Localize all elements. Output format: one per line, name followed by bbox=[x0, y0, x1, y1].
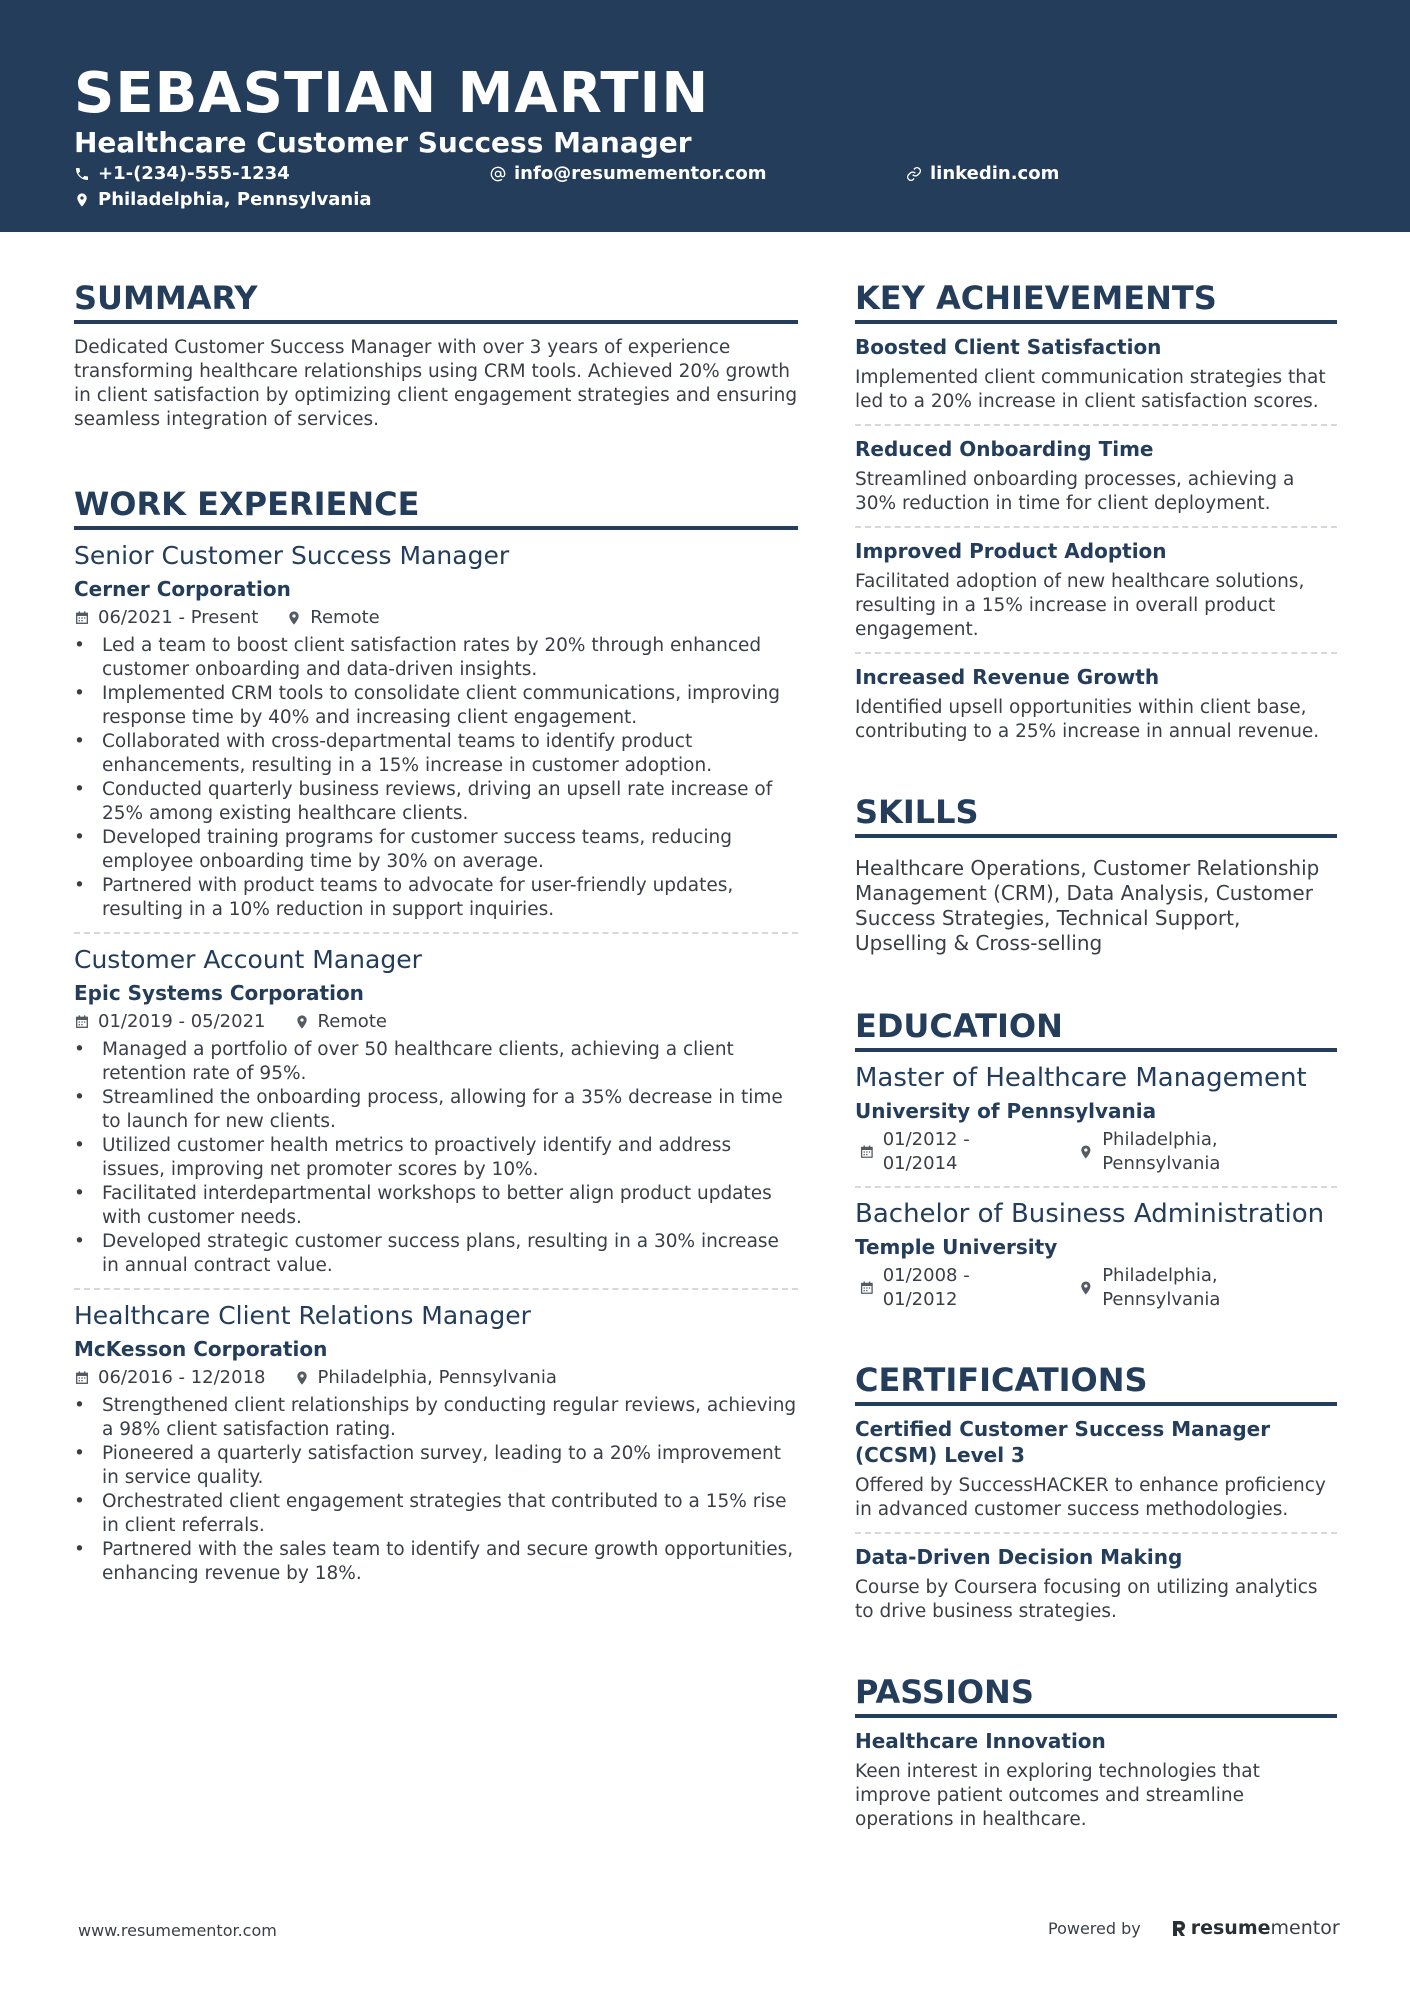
contact-location bbox=[74, 188, 372, 212]
job-bullet: • Conducted quarterly business reviews, driving an upsell rate increase of 25% among existing healthcare clients. bbox=[74, 778, 798, 826]
location-pin-icon bbox=[294, 1014, 310, 1030]
certifications-section bbox=[855, 1360, 1337, 1634]
achievement-title: Boosted Client Satisfaction bbox=[855, 335, 1162, 359]
job-meta bbox=[74, 1010, 798, 1034]
company-name: McKesson Corporation bbox=[74, 1337, 328, 1361]
phone-text: +1-(234)-555-1234 bbox=[98, 163, 290, 184]
brand-logo[interactable] bbox=[1171, 1917, 1340, 1939]
link-icon bbox=[906, 166, 922, 182]
achievement-title: Improved Product Adoption bbox=[855, 539, 1167, 563]
certification-item bbox=[855, 1534, 1337, 1634]
key-achievements-heading: KEY ACHIEVEMENTS bbox=[855, 278, 1337, 324]
certification-item bbox=[855, 1406, 1337, 1534]
school-name: University of Pennsylvania bbox=[855, 1099, 1157, 1123]
job-dates: 01/2019 - 05/2021 bbox=[98, 1011, 266, 1032]
summary-text: Dedicated Customer Success Manager with over 3 years of experience transforming healthcare relationships using CRM tools. Achieved 20% growth in client satisfaction by optimizing client engagement strategies and ensuring seamless integration of services. bbox=[74, 337, 798, 430]
achievement-desc: Implemented client communication strategies that led to a 20% increase in client satisfaction scores. bbox=[855, 367, 1326, 412]
job-bullet: • Implemented CRM tools to consolidate client communications, improving response time by 40% and increasing client engagement. bbox=[74, 682, 798, 730]
company-name: Epic Systems Corporation bbox=[74, 981, 364, 1005]
work-experience-heading: WORK EXPERIENCE bbox=[74, 484, 798, 530]
education-meta bbox=[855, 1264, 1337, 1312]
at-icon bbox=[490, 166, 506, 182]
location-pin-icon bbox=[1078, 1144, 1094, 1160]
calendar-icon bbox=[74, 610, 90, 626]
certification-title: Certified Customer Success Manager (CCSM) Level 3 bbox=[855, 1417, 1271, 1467]
passions-heading: PASSIONS bbox=[855, 1672, 1337, 1718]
job-location: Philadelphia, Pennsylvania bbox=[317, 1367, 557, 1388]
job-bullet: • Partnered with the sales team to identify and secure growth opportunities, enhancing revenue by 18%. bbox=[74, 1538, 798, 1586]
candidate-title: Healthcare Customer Success Manager bbox=[74, 126, 692, 159]
degree-title: Master of Healthcare Management bbox=[855, 1063, 1307, 1093]
calendar-icon bbox=[74, 1014, 90, 1030]
education-meta bbox=[855, 1128, 1337, 1176]
work-experience-section bbox=[74, 484, 798, 1596]
certifications-heading: CERTIFICATIONS bbox=[855, 1360, 1337, 1406]
job-bullet: • Strengthened client relationships by conducting regular reviews, achieving a 98% client satisfaction rating. bbox=[74, 1394, 798, 1442]
certification-title: Data-Driven Decision Making bbox=[855, 1545, 1183, 1569]
job-bullet: • Utilized customer health metrics to proactively identify and address issues, improving net promoter scores by 10%. bbox=[74, 1134, 798, 1182]
achievement-item bbox=[855, 426, 1337, 528]
job-bullet: • Pioneered a quarterly satisfaction survey, leading to a 20% improvement in service quality. bbox=[74, 1442, 798, 1490]
candidate-name: SEBASTIAN MARTIN bbox=[74, 61, 710, 126]
education-section bbox=[855, 1006, 1337, 1322]
job-title: Senior Customer Success Manager bbox=[74, 541, 510, 570]
job-bullet: • Orchestrated client engagement strategies that contributed to a 15% rise in client referrals. bbox=[74, 1490, 798, 1538]
skills-text: Healthcare Operations, Customer Relationship Management (CRM), Data Analysis, Customer Success Strategies, Technical Support, Upselling & Cross-selling bbox=[855, 856, 1320, 955]
email-text: info@resumementor.com bbox=[514, 163, 767, 184]
education-item bbox=[855, 1052, 1337, 1188]
school-name: Temple University bbox=[855, 1235, 1058, 1259]
achievement-item bbox=[855, 654, 1337, 754]
phone-icon bbox=[74, 166, 90, 182]
job-bullets bbox=[74, 634, 798, 922]
skills-section bbox=[855, 792, 1337, 956]
achievement-item bbox=[855, 528, 1337, 654]
education-heading: EDUCATION bbox=[855, 1006, 1337, 1052]
job-dates: 06/2016 - 12/2018 bbox=[98, 1367, 266, 1388]
job-bullet: • Managed a portfolio of over 50 healthcare clients, achieving a client retention rate of 95%. bbox=[74, 1038, 798, 1086]
location-pin-icon bbox=[294, 1370, 310, 1386]
calendar-icon bbox=[74, 1370, 90, 1386]
passion-title: Healthcare Innovation bbox=[855, 1729, 1106, 1753]
certification-desc: Offered by SuccessHACKER to enhance proficiency in advanced customer success methodologies. bbox=[855, 1475, 1326, 1520]
passion-desc: Keen interest in exploring technologies that improve patient outcomes and streamline operations in healthcare. bbox=[855, 1761, 1260, 1830]
degree-title: Bachelor of Business Administration bbox=[855, 1199, 1325, 1229]
job-bullet: • Facilitated interdepartmental workshops to better align product updates with customer needs. bbox=[74, 1182, 798, 1230]
summary-section bbox=[74, 278, 798, 432]
job-title: Healthcare Client Relations Manager bbox=[74, 1301, 531, 1330]
right-column bbox=[855, 278, 1337, 1884]
achievement-title: Reduced Onboarding Time bbox=[855, 437, 1154, 461]
contact-email[interactable] bbox=[490, 162, 766, 186]
location-pin-icon bbox=[286, 610, 302, 626]
job-meta bbox=[74, 1366, 798, 1390]
resume-header bbox=[0, 0, 1410, 232]
brand-bold-text: resume bbox=[1190, 1917, 1271, 1939]
passion-item bbox=[855, 1718, 1337, 1842]
linkedin-text: linkedin.com bbox=[930, 163, 1060, 184]
location-pin-icon bbox=[74, 192, 90, 208]
calendar-icon bbox=[859, 1280, 875, 1296]
job-bullet: • Developed training programs for customer success teams, reducing employee onboarding time by 30% on average. bbox=[74, 826, 798, 874]
resumementor-logo-icon bbox=[1171, 1919, 1187, 1937]
job-bullet: • Streamlined the onboarding process, allowing for a 35% decrease in time to launch for new clients. bbox=[74, 1086, 798, 1134]
summary-heading: SUMMARY bbox=[74, 278, 798, 324]
job-dates: 06/2021 - Present bbox=[98, 607, 259, 628]
job-entry bbox=[74, 540, 798, 934]
job-bullet: • Partnered with product teams to advocate for user-friendly updates, resulting in a 10% reduction in support inquiries. bbox=[74, 874, 798, 922]
education-item bbox=[855, 1188, 1337, 1322]
location-pin-icon bbox=[1078, 1280, 1094, 1296]
job-entry bbox=[74, 1300, 798, 1596]
job-entry bbox=[74, 944, 798, 1290]
job-location: Remote bbox=[310, 607, 380, 628]
key-achievements-section bbox=[855, 278, 1337, 754]
company-name: Cerner Corporation bbox=[74, 577, 291, 601]
job-title: Customer Account Manager bbox=[74, 945, 422, 974]
calendar-icon bbox=[859, 1144, 875, 1160]
certification-desc: Course by Coursera focusing on utilizing analytics to drive business strategies. bbox=[855, 1577, 1318, 1622]
powered-by-text: Powered by bbox=[1048, 1918, 1141, 1938]
achievement-item bbox=[855, 324, 1337, 426]
footer-branding bbox=[1048, 1917, 1340, 1939]
job-bullets bbox=[74, 1394, 798, 1586]
job-bullet: • Led a team to boost client satisfaction rates by 20% through enhanced customer onboarding and data-driven insights. bbox=[74, 634, 798, 682]
brand-light-text: mentor bbox=[1270, 1917, 1340, 1939]
contact-phone[interactable] bbox=[74, 162, 290, 186]
achievement-desc: Facilitated adoption of new healthcare solutions, resulting in a 15% increase in overall product engagement. bbox=[855, 571, 1305, 640]
job-bullet: • Collaborated with cross-departmental teams to identify product enhancements, resulting in a 15% increase in customer adoption. bbox=[74, 730, 798, 778]
passions-section bbox=[855, 1672, 1337, 1842]
education-location: Philadelphia, Pennsylvania bbox=[1102, 1265, 1221, 1310]
education-location: Philadelphia, Pennsylvania bbox=[1102, 1129, 1221, 1174]
job-meta bbox=[74, 606, 798, 630]
job-bullets bbox=[74, 1038, 798, 1278]
achievement-desc: Streamlined onboarding processes, achieving a 30% reduction in time for client deployment. bbox=[855, 469, 1295, 514]
achievement-title: Increased Revenue Growth bbox=[855, 665, 1160, 689]
footer-website[interactable]: www.resumementor.com bbox=[78, 1921, 277, 1940]
skills-heading: SKILLS bbox=[855, 792, 1337, 838]
location-text: Philadelphia, Pennsylvania bbox=[98, 189, 372, 210]
education-dates: 01/2008 - 01/2012 bbox=[882, 1265, 970, 1310]
job-bullet: • Developed strategic customer success plans, resulting in a 30% increase in annual contract value. bbox=[74, 1230, 798, 1278]
job-location: Remote bbox=[317, 1011, 387, 1032]
achievement-desc: Identified upsell opportunities within client base, contributing to a 25% increase in annual revenue. bbox=[855, 697, 1320, 742]
left-column bbox=[74, 278, 798, 1638]
education-dates: 01/2012 - 01/2014 bbox=[882, 1129, 970, 1174]
contact-linkedin[interactable] bbox=[906, 162, 1059, 186]
